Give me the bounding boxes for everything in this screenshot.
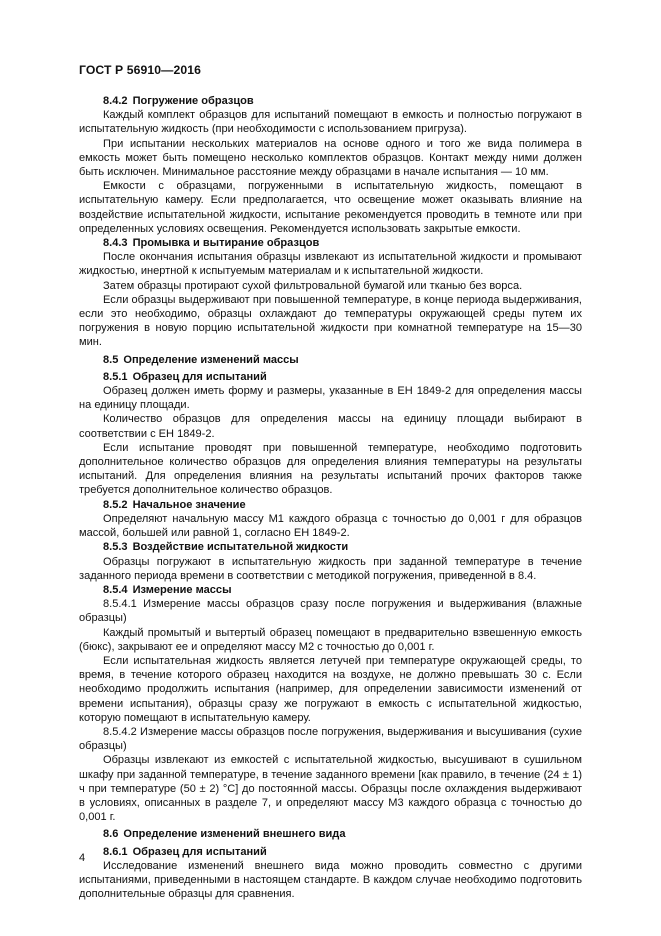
paragraph: Каждый комплект образцов для испытаний помещают в емкость и полностью погружают в испытательную жидкость (при необходимости с использованием пригруза). xyxy=(79,109,582,136)
section-heading-8-6-1 xyxy=(79,845,582,859)
paragraph: Образцы погружают в испытательную жидкость при заданной температуре в течение заданного периода времени в соответствии с методикой погружения, приведенной в 8.4. xyxy=(79,555,582,582)
section-title: Образец для испытаний xyxy=(132,370,267,383)
paragraph: Количество образцов для определения массы на единицу площади выбирают в соответствии с ЕН 1849-2. xyxy=(79,413,582,440)
paragraph: При испытании нескольких материалов на основе одного и того же вида полимера в емкость может быть помещено несколько комплектов образцов. Контакт между ними должен быть исключен. Минимальное расстояние между образцами в начале испытания — 10 мм. xyxy=(79,137,582,179)
section-title: Измерение массы xyxy=(132,583,232,596)
paragraph: Если испытательная жидкость является летучей при температуре окружающей среды, то время, в течение которого образец находится на воздухе, не должно превышать 30 с. Если необходимо продолжить испытания (например, для определении зависимости изменений от времени испытания), образцы сразу же погружают в емкость с испытательной жидкостью, которую помещают в испытательную камеру. xyxy=(79,654,582,724)
standard-header: ГОСТ Р 56910—2016 xyxy=(79,63,201,77)
paragraph: Затем образцы протирают сухой фильтровальной бумагой или тканью без ворса. xyxy=(103,279,523,292)
section-title: Начальное значение xyxy=(132,498,246,511)
section-number: 8.5 xyxy=(103,353,119,366)
section-heading-8-5-1 xyxy=(79,370,582,384)
section-heading-8-5-4 xyxy=(79,583,582,597)
paragraph: Если испытание проводят при повышенной температуре, необходимо подготовить дополнительное количество образцов для определения влияния температуры на результаты испытаний. Для определения влияния на результаты испытаний прочих факторов также требуется дополнительное количество образцов. xyxy=(79,441,582,497)
paragraph: Емкости с образцами, погруженными в испытательную жидкость, помещают в испытательную камеру. Если предполагается, что освещение может оказывать влияние на воздействие испытательной жидкости, испытание рекомендуется проводить в темноте или при определенных условиях освещения. Рекомендуется использовать закрытые емкости. xyxy=(79,180,582,235)
section-number: 8.4.2 xyxy=(103,95,128,107)
section-number: 8.6.1 xyxy=(103,845,128,858)
paragraph: Образцы извлекают из емкостей с испытательной жидкостью, высушивают в сушильном шкафу при заданной температуре, в течение заданного времени [как правило, в течение (24 ± 1) ч при температуре (50 ± 2) °С] до постоянной массы. Образцы после охлаждения выдерживают в условиях, описанных в разделе 7, и определяют массу М3 каждого образца с точностью до 0,001 г. xyxy=(79,754,582,824)
document-body xyxy=(79,94,582,901)
section-number: 8.5.1 xyxy=(103,370,128,383)
page-number: 4 xyxy=(79,852,86,864)
subsection-paragraph-8-5-4-1: 8.5.4.1 Измерение массы образцов сразу после погружения и выдерживания (влажные образцы) xyxy=(79,598,582,625)
paragraph: После окончания испытания образцы извлекают из испытательной жидкости и промывают жидкостью, инертной к испытуемым материалам и к испытательной жидкости. xyxy=(79,251,582,278)
paragraph: Образец должен иметь форму и размеры, указанные в ЕН 1849-2 для определения массы на единицу площади. xyxy=(79,385,582,412)
section-title: Погружение образцов xyxy=(132,95,254,107)
section-title: Воздействие испытательной жидкости xyxy=(132,541,349,554)
section-heading-8-5-2 xyxy=(79,498,582,512)
section-heading-8-6 xyxy=(79,827,582,841)
section-number: 8.5.2 xyxy=(103,498,128,511)
section-title: Определение изменений внешнего вида xyxy=(123,828,346,841)
section-heading-8-4-3 xyxy=(79,236,582,250)
paragraph: Если образцы выдерживают при повышенной температуре, в конце периода выдерживания, если это необходимо, образцы охлаждают до температуры окружающей среды путем их погружения в новую порцию испытательной жидкости при комнатной температуре на 15—30 мин. xyxy=(79,293,582,349)
paragraph: Исследование изменений внешнего вида можно проводить совместно с другими испытаниями, приведенными в настоящем стандарте. В каждом случае необходимо подготовить дополнительные образцы для сравнения. xyxy=(79,859,582,901)
section-heading-8-4-2 xyxy=(79,94,582,108)
section-title: Промывка и вытирание образцов xyxy=(132,237,320,250)
section-number: 8.4.3 xyxy=(103,237,128,250)
section-heading-8-5 xyxy=(79,353,582,367)
section-heading-8-5-3 xyxy=(79,540,582,554)
paragraph: Определяют начальную массу М1 каждого образца с точностью до 0,001 г для образцов массой, большей или равной 1, согласно ЕН 1849-2. xyxy=(79,512,582,540)
section-title: Образец для испытаний xyxy=(132,845,267,858)
section-number: 8.5.4 xyxy=(103,583,128,596)
paragraph: Каждый промытый и вытертый образец помещают в предварительно взвешенную емкость (бюкс), закрывают ее и определяют массу М2 с точностью до 0,001 г. xyxy=(79,626,582,653)
section-number: 8.6 xyxy=(103,828,119,841)
section-title: Определение изменений массы xyxy=(123,353,299,366)
section-number: 8.5.3 xyxy=(103,541,128,554)
subsection-paragraph-8-5-4-2: 8.5.4.2 Измерение массы образцов после погружения, выдерживания и высушивания (сухие образцы) xyxy=(79,725,582,753)
